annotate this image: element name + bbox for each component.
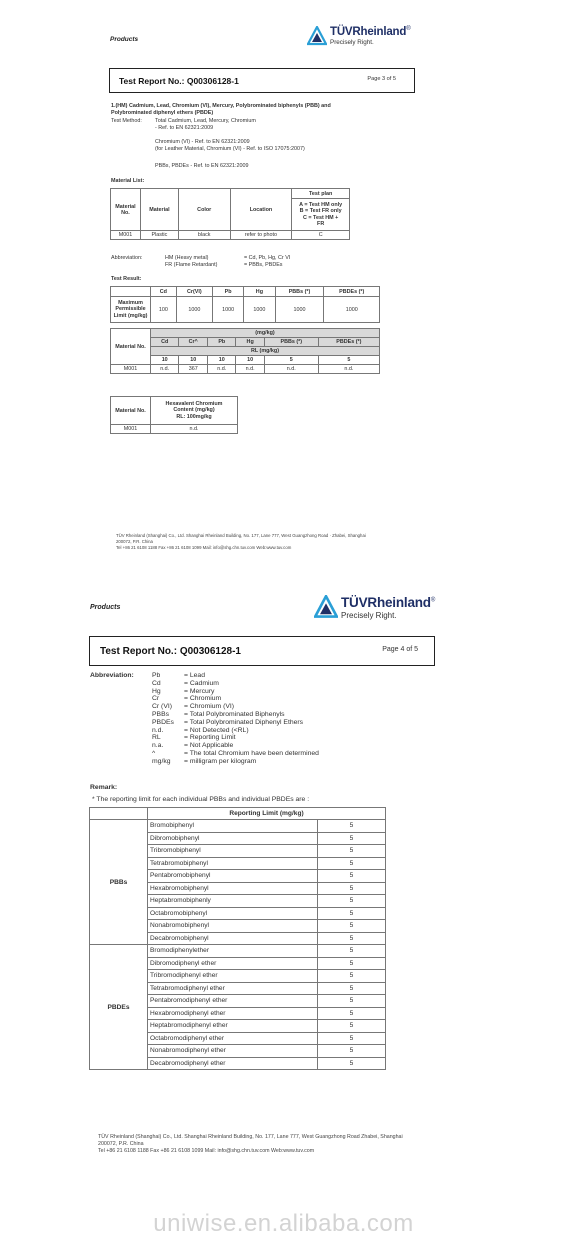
reporting-limit-value: 5 [318,870,386,883]
report-title: Test Report No.: Q00306128-1 [100,646,241,657]
tuv-logo [314,595,435,620]
reporting-limit-value: 5 [318,1007,386,1020]
group-label: PBDEs [90,945,148,1070]
abbr-value: = The total Chromium have been determined [184,750,319,757]
material-list-table [110,188,350,240]
report-header-box [109,68,415,93]
result-header: Hg [236,338,264,347]
table-cell: 1000 [244,297,275,323]
report-title: Test Report No.: Q00306128-1 [119,76,239,86]
abbreviation-label: Abbreviation: [111,255,143,261]
rl-value: 5 [318,356,379,365]
report-page-4 [74,590,442,1170]
table-cell: n.d. [208,365,236,374]
reporting-limit-header: Reporting Limit (mg/kg) [148,808,386,820]
compound-name: Hexabromodiphenyl ether [148,1007,318,1020]
result-header: PBBs (*) [264,338,318,347]
footer-line: Tel +86 21 6108 1188 Fax +86 21 6108 1099 Mail: info@shg.chn.tuv.com Web:www.tuv.com [98,1148,315,1155]
abbr-key: HM (Heavy metal) [165,255,209,261]
report-page-3 [92,22,430,562]
reporting-limit-value: 5 [318,945,386,958]
tuv-triangle-logo-icon [314,595,338,619]
compound-name: Hexabromobiphenyl [148,882,318,895]
abbr-key: Cr [152,695,160,703]
reporting-limit-value: 5 [318,857,386,870]
col-test-plan: Test plan [292,189,350,199]
limits-header: Pb [212,287,243,297]
limits-header: Cr(VI) [176,287,212,297]
abbr-key: mg/kg [152,757,171,765]
table-cell: 1000 [324,297,380,323]
rl-value: 10 [208,356,236,365]
table-row [111,231,350,240]
table-row [111,297,380,323]
abbr-key: n.d. [152,726,164,734]
report-header-box [89,636,435,666]
page-number: Page 3 of 5 [367,76,396,82]
table-cell: 100 [151,297,177,323]
table-cell: black [178,231,230,240]
products-label: Products [90,604,121,611]
limits-header: Cd [151,287,177,297]
compound-name: Bromodiphenylether [148,945,318,958]
method-line: (for Leather Material, Chromium (VI) - Ref. to ISO 17075:2007) [155,146,305,152]
reporting-limit-value: 5 [318,820,386,833]
result-header: Pb [208,338,236,347]
reporting-limit-value: 5 [318,982,386,995]
limits-table [110,286,380,323]
reporting-limit-value: 5 [318,882,386,895]
remark-note: * The reporting limit for each individual PBBs and individual PBDEs are : [92,796,310,803]
table-row [90,820,386,833]
hexa-header-line: RL: 100mg/kg [176,413,212,420]
col-location: Location [230,189,292,231]
table-cell: M001 [111,231,141,240]
test-plan-line: A = Test HM only [299,202,343,209]
hexa-header-line: Content (mg/kg) [173,407,215,414]
footer-line: 200072, P.R. China [98,1141,144,1148]
table-cell: C [292,231,350,240]
test-plan-legend [292,199,350,231]
abbr-key: PBDEs [152,718,174,726]
table-cell: 1000 [176,297,212,323]
reporting-limit-value: 5 [318,832,386,845]
result-table [110,328,380,374]
material-list-label: Material List: [111,178,145,184]
reporting-limit-value: 5 [318,895,386,908]
reporting-limit-value: 5 [318,907,386,920]
compound-name: Decabromodiphenyl ether [148,1057,318,1070]
group-label: PBBs [90,820,148,945]
result-header: Cd [151,338,179,347]
abbr-value: = Lead [184,672,205,679]
method-line: - Ref. to EN 62321:2009 [155,125,214,131]
compound-name: Dibromobiphenyl [148,832,318,845]
abbr-value: = milligram per kilogram [184,757,257,765]
footer-line: Tel +86 21 6108 1188 Fax +86 21 6108 1099 Mail: info@shg.chn.tuv.com Web:www.tuv.com [116,544,292,550]
reporting-limit-value: 5 [318,1057,386,1070]
table-cell: 367 [179,365,208,374]
compound-name: Dibromodiphenyl ether [148,957,318,970]
remark-label: Remark: [90,784,118,791]
hexavalent-chromium-table [110,396,238,434]
brand-mark: ® [406,26,411,33]
compound-name: Nonabromobiphenyl [148,920,318,933]
reporting-limit-value: 5 [318,970,386,983]
abbr-key: n.a. [152,742,164,750]
result-row-label: M001 [111,365,151,374]
abbr-value: = Cd, Pb, Hg, Cr VI [244,255,291,261]
rl-value: 10 [236,356,264,365]
compound-name: Heptabromodiphenyl ether [148,1020,318,1033]
tuv-logo [307,26,410,46]
footer-line: TÜV Rheinland (Shanghai) Co., Ltd. Shanghai Rheinland Building, No. 177, Lane 777, West Guangzhong Road · Zhabei, Shanghai [116,533,366,538]
limits-row-label: Maximum Permissible Limit (mg/kg) [111,297,151,323]
test-method-label: Test Method: [111,118,142,124]
unit-header: (mg/kg) [151,329,380,338]
table-row [111,365,380,374]
page-footer [98,1134,403,1155]
footer-line: 200072, P.R. China [116,538,153,544]
compound-name: Bromobiphenyl [148,820,318,833]
compound-name: Decabromobiphenyl [148,932,318,945]
reporting-limit-value: 5 [318,1032,386,1045]
method-line: Total Cadmium, Lead, Mercury, Chromium [155,118,256,124]
blank-cell [111,287,151,297]
abbr-key: ^ [152,750,156,757]
table-cell: n.d. [151,425,238,434]
section-title-line-2: Polybrominated diphenyl ethers (PBDE) [111,110,214,116]
footer-line: TÜV Rheinland (Shanghai) Co., Ltd. Shanghai Rheinland Building, No. 177, Lane 777, West Guangzhong Road Zhabei, Shanghai [98,1134,403,1140]
reporting-limit-value: 5 [318,1045,386,1058]
abbr-value: = Cadmium [184,679,219,687]
method-line: PBBs, PBDEs - Ref. to EN 62321:2009 [155,163,249,169]
abbr-value: = Not Applicable [184,742,234,750]
table-cell: 1000 [275,297,324,323]
abbr-value: = Chromium (VI) [184,703,235,711]
hexa-col-material-no: Material No. [111,397,151,425]
abbr-key: RL [152,734,161,742]
watermark: uniwise.en.alibaba.com [153,1210,414,1237]
material-no-header: Material No. [111,329,151,365]
abbr-key: FR (Flame Retardant) [165,262,218,268]
rl-value: 10 [151,356,179,365]
tuv-triangle-logo-icon [307,26,327,46]
table-cell: n.d. [318,365,379,374]
test-result-label: Test Result: [111,276,142,282]
table-cell: n.d. [236,365,264,374]
table-cell: n.d. [151,365,179,374]
abbr-key: Cr (VI) [152,703,173,711]
col-color: Color [178,189,230,231]
compound-name: Octabromodiphenyl ether [148,1032,318,1045]
table-cell: 1000 [212,297,243,323]
rl-value: 5 [264,356,318,365]
products-label: Products [110,36,139,43]
limits-header: PBBs (*) [275,287,324,297]
brand-name: TÜVRheinland [341,595,431,610]
brand-name: TÜVRheinland [330,26,407,38]
abbr-value: = Chromium [184,695,222,703]
blank-cell [90,808,148,820]
reporting-limit-value: 5 [318,920,386,933]
page-footer [116,533,366,550]
limits-header: PBDEs (*) [324,287,380,297]
abbr-value: = Reporting Limit [184,734,236,742]
reporting-limit-value: 5 [318,995,386,1008]
section-title-line-1: 1.(HM) Cadmium, Lead, Chromium (VI), Mercury, Polybrominated biphenyls (PBB) and [111,103,331,109]
abbr-value: = Not Detected (<RL) [184,726,249,734]
abbr-value: = Mercury [184,687,215,695]
abbr-value: = PBBs, PBDEs [244,262,283,268]
brand-mark: ® [430,597,436,604]
compound-name: Tetrabromodiphenyl ether [148,982,318,995]
test-plan-line: FR [317,220,325,227]
table-cell: M001 [111,425,151,434]
test-plan-line: C = Test HM + [303,214,339,221]
compound-name: Pentabromobiphenyl [148,870,318,883]
compound-name: Tribromobiphenyl [148,845,318,858]
table-row [90,945,386,958]
reporting-limit-value: 5 [318,932,386,945]
result-header: PBDEs (*) [318,338,379,347]
table-row [111,425,238,434]
abbr-value: = Total Polybrominated Biphenyls [184,711,285,718]
abbr-key: Pb [152,672,161,679]
abbr-key: PBBs [152,711,169,718]
compound-name: Tetrabromobiphenyl [148,857,318,870]
reporting-limit-table [89,807,386,1070]
compound-name: Nonabromodiphenyl ether [148,1045,318,1058]
abbr-key: Hg [152,687,161,695]
reporting-limit-value: 5 [318,1020,386,1033]
compound-name: Tribromodiphenyl ether [148,970,318,983]
col-material-no: Material No. [111,189,141,231]
hexa-header-line: Hexavalent Chromium [165,400,223,407]
compound-name: Heptabromobiphenly [148,895,318,908]
rl-header: RL (mg/kg) [151,347,380,356]
table-cell: Plastic [140,231,178,240]
table-cell: refer to photo [230,231,292,240]
compound-name: Octabromobiphenyl [148,907,318,920]
hexa-col-content [151,397,238,425]
compound-name: Pentabromodiphenyl ether [148,995,318,1008]
abbr-value: = Total Polybrominated Diphenyl Ethers [184,718,304,726]
test-plan-line: B = Test FR only [299,208,342,215]
brand-slogan: Precisely Right. [330,39,374,46]
abbreviation-label: Abbreviation: [90,672,134,679]
table-cell: n.d. [264,365,318,374]
method-line: Chromium (VI) - Ref. to EN 62321:2009 [155,139,250,145]
abbr-key: Cd [152,679,161,687]
result-header: Cr^ [179,338,208,347]
rl-value: 10 [179,356,208,365]
reporting-limit-value: 5 [318,845,386,858]
limits-header: Hg [244,287,275,297]
brand-slogan: Precisely Right. [341,611,397,620]
reporting-limit-value: 5 [318,957,386,970]
page-number: Page 4 of 5 [382,646,418,653]
col-material: Material [140,189,178,231]
